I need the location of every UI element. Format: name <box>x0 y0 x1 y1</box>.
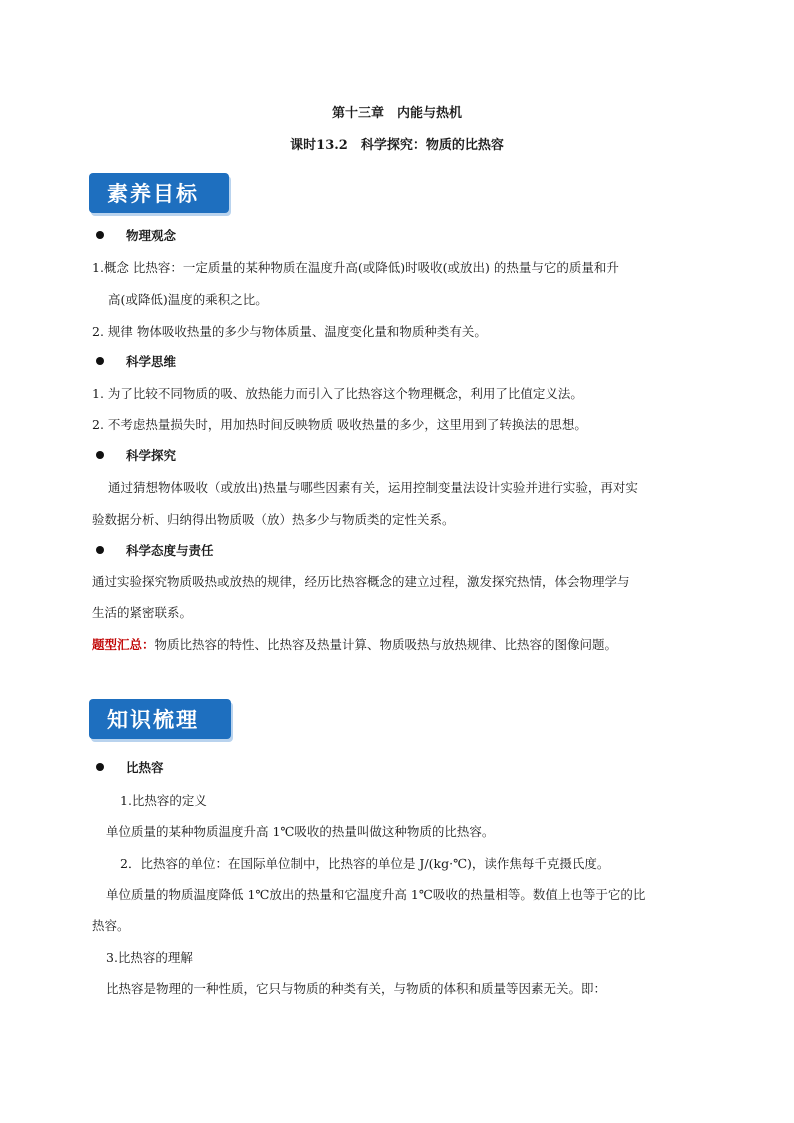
summary-label: 题型汇总： <box>92 637 155 652</box>
bullet-dot-icon <box>96 231 104 239</box>
bullet-dot-icon <box>96 546 104 554</box>
paragraph: 热容。 <box>92 918 130 933</box>
section-banner-goals: 素养目标 <box>89 173 229 213</box>
bullet-attitude <box>96 541 214 559</box>
bullet-label: 科学思维 <box>126 354 177 369</box>
paragraph: 通过猜想物体吸收（或放出)热量与哪些因素有关，运用控制变量法设计实验并进行实验，再对实 <box>108 480 638 495</box>
bullet-specific-heat <box>96 758 164 776</box>
lesson-title: 课时13.2 科学探究：物质的比热容 <box>290 138 504 153</box>
paragraph: 单位质量的某种物质温度升高 1℃吸收的热量叫做这种物质的比热容。 <box>106 824 495 839</box>
bullet-scientific-inquiry <box>96 446 176 464</box>
paragraph: 生活的紧密联系。 <box>92 605 193 620</box>
paragraph: 3.比热容的理解 <box>106 950 193 965</box>
summary-text: 物质比热容的特性、比热容及热量计算、物质吸热与放热规律、比热容的图像问题。 <box>154 637 618 652</box>
section-banner-knowledge: 知识梳理 <box>89 699 231 739</box>
paragraph: 验数据分析、归纳得出物质吸（放）热多少与物质类的定性关系。 <box>92 512 455 527</box>
paragraph: 2. 规律 物体吸收热量的多少与物体质量、温度变化量和物质种类有关。 <box>92 324 487 339</box>
bullet-label: 科学态度与责任 <box>126 543 214 558</box>
bullet-scientific-thinking <box>96 352 176 370</box>
bullet-label: 物理观念 <box>126 228 177 243</box>
bullet-dot-icon <box>96 763 104 771</box>
paragraph: 1.比热容的定义 <box>120 793 207 808</box>
bullet-label: 比热容 <box>126 760 164 775</box>
paragraph: 高(或降低)温度的乘积之比。 <box>108 292 268 307</box>
bullet-physics-concept <box>96 226 176 244</box>
paragraph: 比热容是物理的一种性质，它只与物质的种类有关，与物质的体积和质量等因素无关。即： <box>106 981 607 996</box>
bullet-dot-icon <box>96 357 104 365</box>
paragraph: 1. 为了比较不同物质的吸、放热能力而引入了比热容这个物理概念，利用了比值定义法。 <box>92 386 583 401</box>
paragraph: 2．比热容的单位：在国际单位制中，比热容的单位是 J/(kg·℃)，读作焦每千克摄氏度。 <box>120 856 610 871</box>
paragraph: 单位质量的物质温度降低 1℃放出的热量和它温度升高 1℃吸收的热量相等。数值上也等于它的比 <box>106 887 646 902</box>
paragraph: 1.概念 比热容：一定质量的某种物质在温度升高(或降低)时吸收(或放出) 的热量与它的质量和升 <box>92 260 619 275</box>
paragraph: 通过实验探究物质吸热或放热的规律，经历比热容概念的建立过程，激发探究热情，体会物理学与 <box>92 574 630 589</box>
bullet-label: 科学探究 <box>126 448 177 463</box>
chapter-title: 第十三章 内能与热机 <box>331 106 462 121</box>
bullet-dot-icon <box>96 451 104 459</box>
question-type-summary <box>92 635 617 653</box>
paragraph: 2. 不考虑热量损失时，用加热时间反映物质 吸收热量的多少，这里用到了转换法的思想。 <box>92 417 587 432</box>
